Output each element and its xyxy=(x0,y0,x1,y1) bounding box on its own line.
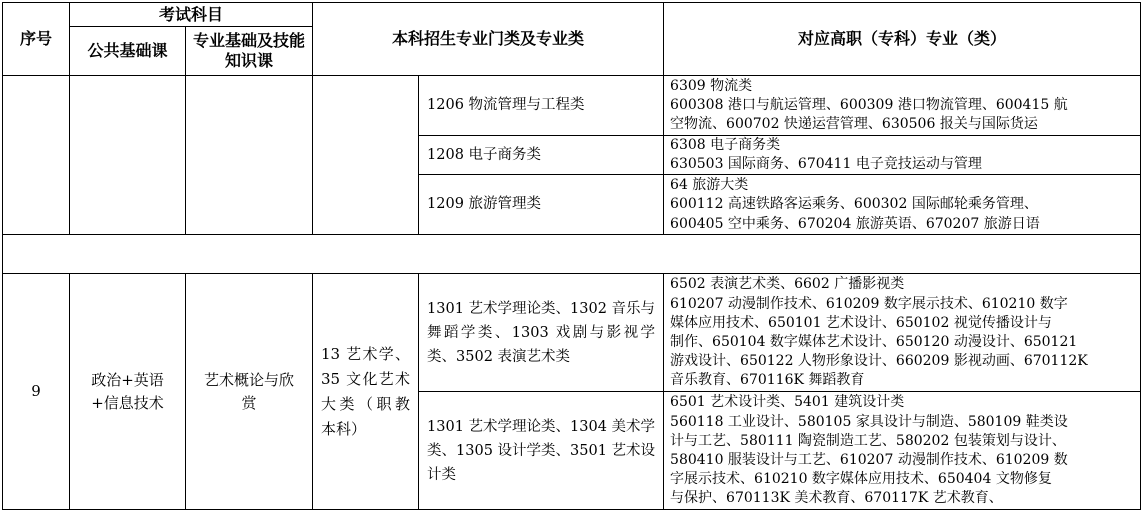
vocational-line: 630503 国际商务、670411 电子竞技运动与管理 xyxy=(670,156,982,173)
empty-row xyxy=(3,235,1141,274)
vocational-line: 6309 物流类 xyxy=(670,77,753,94)
exam-subjects-header: 考试科目 xyxy=(70,3,313,27)
vocational-majors-header: 对应高职（专科）专业（类） xyxy=(664,3,1141,76)
vocational-line: 游戏设计、650122 人物形象设计、660209 影视动画、670112K xyxy=(670,353,1088,370)
vocational-line: 与保护、670113K 美术教育、670117K 艺术教育、 xyxy=(670,490,1003,507)
public-subject-cell: 政治+英语+信息技术 xyxy=(70,274,186,510)
professional-basic-header: 专业基础及技能知识课 xyxy=(186,27,313,76)
vocational-line: 空物流、600702 快递运营管理、630506 报关与国际货运 xyxy=(670,116,1038,133)
vocational-cell xyxy=(664,392,1141,510)
vocational-cell xyxy=(664,136,1141,175)
professional-cell-empty xyxy=(186,76,313,235)
vocational-line: 64 旅游大类 xyxy=(670,177,749,194)
category-cell: 1208 电子商务类 xyxy=(419,136,664,175)
public-basic-header: 公共基础课 xyxy=(70,27,186,76)
discipline-cell: 13 艺术学、35 文化艺术大类（职教本科） xyxy=(313,274,419,510)
vocational-line: 字展示技术、610210 数字媒体应用技术、650404 文物修复 xyxy=(670,471,1052,488)
seq-cell: 9 xyxy=(3,274,70,510)
vocational-line: 600308 港口与航运管理、600309 港口物流管理、600415 航 xyxy=(670,96,1068,113)
category-cell: 1301 艺术学理论类、1304 美术学类、1305 设计学类、3501 艺术设计类 xyxy=(419,392,664,510)
category-cell: 1209 旅游管理类 xyxy=(419,175,664,235)
seq-header: 序号 xyxy=(3,3,70,76)
major-mapping-table xyxy=(2,2,1141,510)
vocational-line: 580410 服装设计与工艺、610207 动漫制作技术、610209 数 xyxy=(670,451,1068,468)
vocational-line: 610207 动漫制作技术、610209 数字展示技术、610210 数字 xyxy=(670,295,1068,312)
table-row xyxy=(3,274,1141,392)
vocational-line: 计与工艺、580111 陶瓷制造工艺、580202 包装策划与设计、 xyxy=(670,432,1066,449)
table-row xyxy=(3,76,1141,136)
vocational-cell xyxy=(664,274,1141,392)
vocational-line: 600112 高速铁路客运乘务、600302 国际邮轮乘务管理、 xyxy=(670,196,1038,213)
vocational-line: 音乐教育、670116K 舞蹈教育 xyxy=(670,372,865,389)
category-cell: 1206 物流管理与工程类 xyxy=(419,76,664,136)
seq-cell-empty xyxy=(3,76,70,235)
discipline-cell-empty xyxy=(313,76,419,235)
vocational-cell xyxy=(664,175,1141,235)
undergrad-majors-header: 本科招生专业门类及专业类 xyxy=(313,3,664,76)
public-cell-empty xyxy=(70,76,186,235)
vocational-line: 600405 空中乘务、670204 旅游英语、670207 旅游日语 xyxy=(670,215,1040,232)
vocational-line: 560118 工业设计、580105 家具设计与制造、580109 鞋类设 xyxy=(670,413,1068,430)
professional-subject-cell: 艺术概论与欣赏 xyxy=(186,274,313,510)
vocational-line: 6308 电子商务类 xyxy=(670,137,781,153)
vocational-line: 媒体应用技术、650101 艺术设计、650102 视觉传播设计与 xyxy=(670,314,1052,331)
vocational-cell xyxy=(664,76,1141,136)
vocational-line: 6501 艺术设计类、5401 建筑设计类 xyxy=(670,394,905,411)
empty-separator xyxy=(3,235,1141,274)
category-cell: 1301 艺术学理论类、1302 音乐与舞蹈学类、1303 戏剧与影视学类、3502 表演艺术类 xyxy=(419,274,664,392)
vocational-line: 6502 表演艺术类、6602 广播影视类 xyxy=(670,276,905,293)
vocational-line: 制作、650104 数字媒体艺术设计、650120 动漫设计、650121 xyxy=(670,333,1078,350)
